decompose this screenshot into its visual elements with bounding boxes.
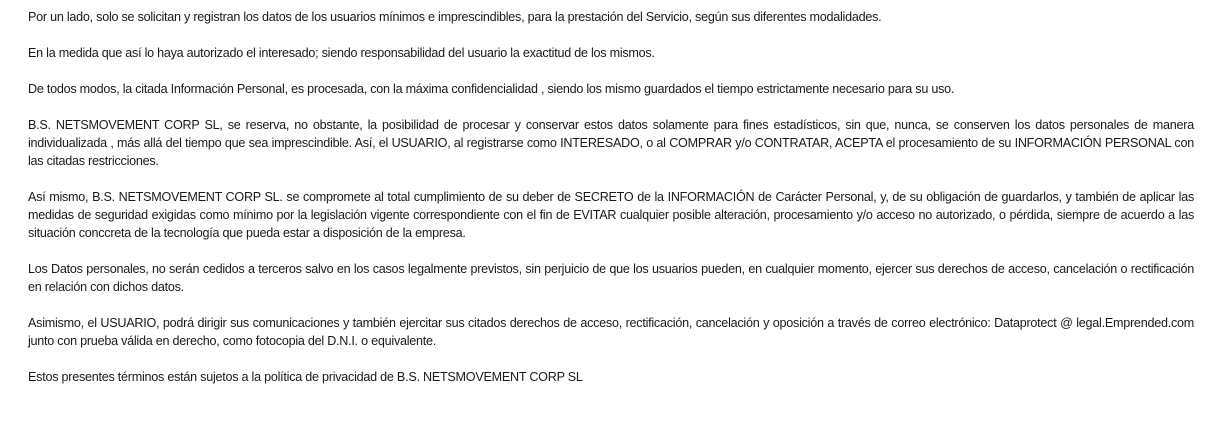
paragraph-statistical-use: B.S. NETSMOVEMENT CORP SL, se reserva, no obstante, la posibilidad de procesar y conservar estos datos solamente para fines estadísticos, sin que, nunca, se conserven los datos personales de manera individualizada , más allá del tiempo que sea imprescindible. Así, el USUARIO, al registrarse como INTERESADO, o al COMPRAR y/o CONTRATAR, ACEPTA el procesamiento de su INFORMACIÓN PERSONAL con las citadas restricciones. <box>28 118 1194 168</box>
paragraph-user-rights: Asimismo, el USUARIO, podrá dirigir sus comunicaciones y también ejercitar sus citados derechos de acceso, rectificación, cancelación y oposición a través de correo electrónico: Dataprotect @ legal.Emprended.com junto con prueba válida en derecho, como fotocopia del D.N.I. o equivalente. <box>28 316 1194 348</box>
paragraph-data-sharing: Los Datos personales, no serán cedidos a terceros salvo en los casos legalmente previstos, sin perjuicio de que los usuarios pueden, en cualquier momento, ejercer sus derechos de acceso, cancelación o rectificación en relación con dichos datos. <box>28 262 1194 294</box>
paragraph-security-commitment: Así mismo, B.S. NETSMOVEMENT CORP SL. se compromete al total cumplimiento de su deber de SECRETO de la INFORMACIÓN de Carácter Personal, y, de su obligación de guardarlos, y también de aplicar las medidas de seguridad exigidas como mínimo por la legislación vigente correspondiente con el fin de EVITAR cualquier posible alteración, procesamiento y/o acceso no autorizado, o pérdida, siempre de acuerdo a las situación conccreta de la tecnología que pueda estar a disposición de la empresa. <box>28 190 1194 240</box>
paragraph-authorization: En la medida que así lo haya autorizado el interesado; siendo responsabilidad del usuario la exactitud de los mismos. <box>28 46 655 60</box>
paragraph-data-collection: Por un lado, solo se solicitan y registran los datos de los usuarios mínimos e imprescindibles, para la prestación del Servicio, según sus diferentes modalidades. <box>28 10 882 24</box>
paragraph-terms-subject: Estos presentes términos están sujetos a la política de privacidad de B.S. NETSMOVEMENT CORP SL <box>28 370 583 384</box>
privacy-policy-text <box>28 8 1194 404</box>
paragraph-confidentiality: De todos modos, la citada Información Personal, es procesada, con la máxima confidencialidad , siendo los mismo guardados el tiempo estrictamente necesario para su uso. <box>28 82 955 96</box>
